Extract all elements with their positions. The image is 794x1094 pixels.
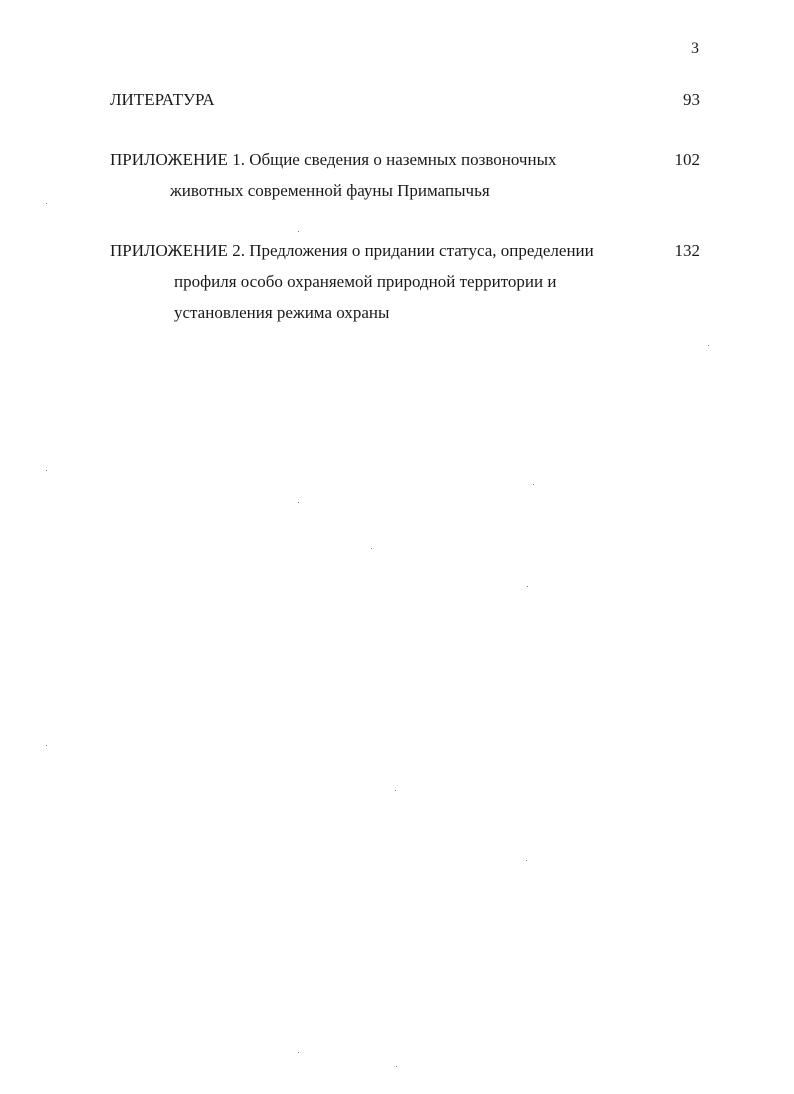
- toc-title-line: животных современной фауны Примапычья: [170, 181, 490, 200]
- toc-page-number: 102: [674, 150, 700, 169]
- scan-speck: [395, 790, 396, 791]
- scan-speck: [708, 345, 709, 346]
- toc-entry-title: [110, 144, 645, 206]
- toc-page-number: 93: [683, 90, 700, 109]
- toc-entry-literature: [110, 84, 700, 115]
- scan-speck: [526, 860, 527, 861]
- scan-speck: [46, 203, 47, 204]
- toc-entry-title: [110, 235, 645, 328]
- scan-speck: [298, 502, 299, 503]
- page-number: 3: [691, 40, 699, 57]
- toc-entry-title: [110, 84, 645, 115]
- scan-speck: [396, 1066, 397, 1067]
- toc-entry-appendix-1: [110, 144, 700, 206]
- toc-title-line: ПРИЛОЖЕНИЕ 2. Предложения о придании статуса, определении: [110, 241, 594, 260]
- scan-speck: [298, 231, 299, 232]
- scan-speck: [46, 470, 47, 471]
- scan-speck: [527, 586, 528, 587]
- scan-speck: [46, 745, 47, 746]
- scan-speck: [298, 1052, 299, 1053]
- toc-title-line: ПРИЛОЖЕНИЕ 1. Общие сведения о наземных позвоночных: [110, 150, 557, 169]
- toc-page-number: 132: [674, 241, 700, 260]
- toc-title-line: профиля особо охраняемой природной территории и: [174, 272, 557, 291]
- toc-title-line: ЛИТЕРАТУРА: [110, 90, 215, 109]
- toc-entry-appendix-2: [110, 235, 700, 328]
- toc-title-line: установления режима охраны: [174, 303, 390, 322]
- scan-speck: [533, 484, 534, 485]
- scan-speck: [371, 548, 372, 549]
